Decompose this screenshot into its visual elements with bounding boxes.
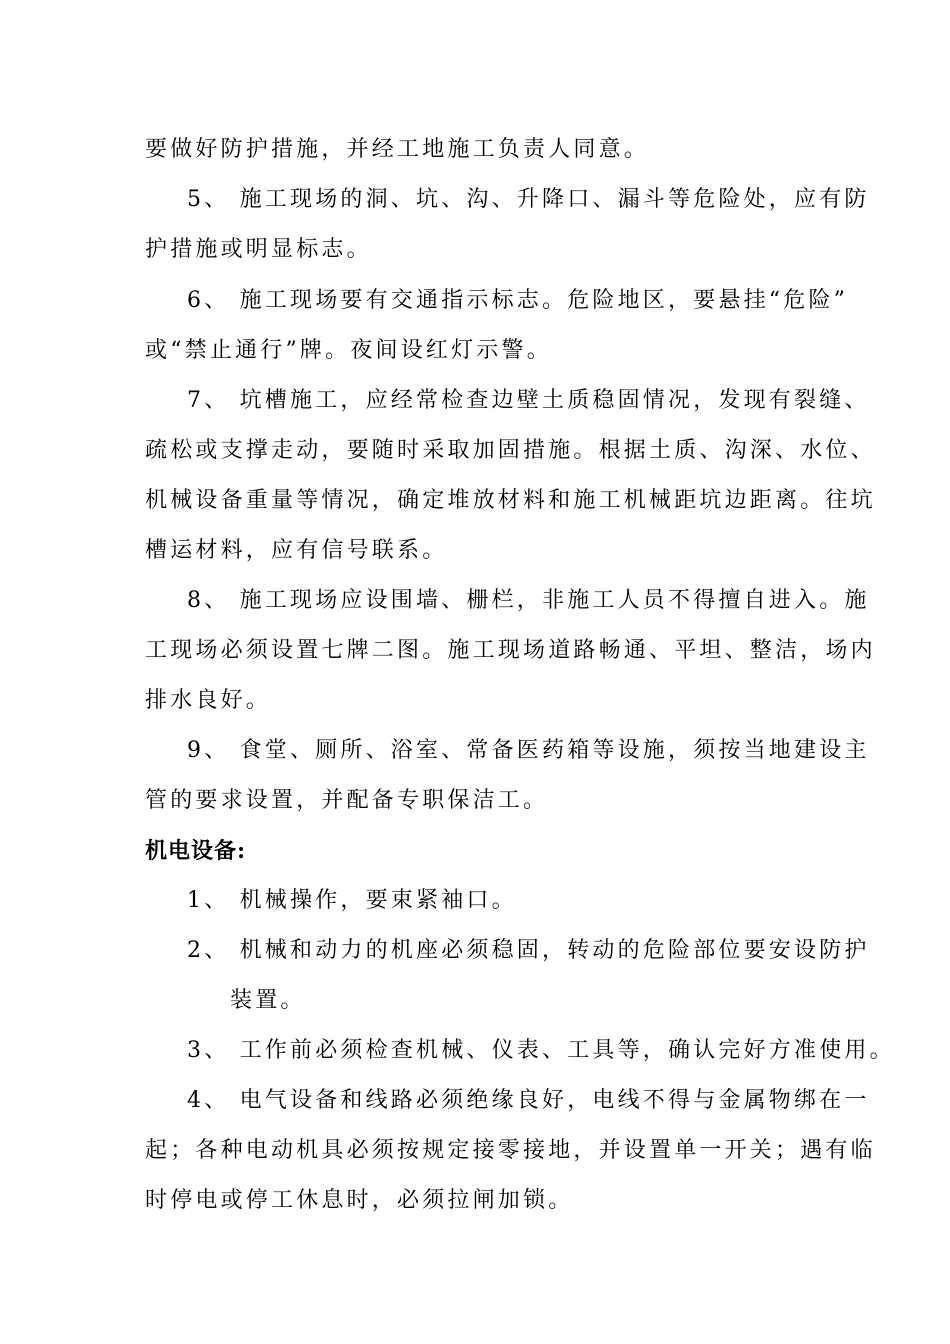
text-line: 起；各种电动机具必须按规定接零接地，并设置单一开关；遇有临 <box>145 1138 876 1163</box>
text-line: 6、 施工现场要有交通指示标志。危险地区，要悬挂“危险” <box>187 288 849 313</box>
text-line: 5、 施工现场的洞、坑、沟、升降口、漏斗等危险处，应有防 <box>187 187 870 212</box>
text-line: 要做好防护措施，并经工地施工负责人同意。 <box>145 137 650 162</box>
text-line: 机械设备重量等情况，确定堆放材料和施工机械距坑边距离。往坑 <box>145 488 876 513</box>
text-line: 3、 工作前必须检查机械、仪表、工具等，确认完好方准使用。 <box>187 1038 895 1063</box>
text-line: 疏松或支撑走动，要随时采取加固措施。根据土质、沟深、水位、 <box>145 438 876 463</box>
text-line: 1、 机械操作，要束紧袖口。 <box>187 888 517 913</box>
text-line: 9、 食堂、厕所、浴室、常备医药箱等设施，须按当地建设主 <box>187 738 870 763</box>
text-line: 槽运材料，应有信号联系。 <box>145 538 448 563</box>
text-line: 护措施或明显标志。 <box>145 237 372 262</box>
text-line: 2、 机械和动力的机座必须稳固，转动的危险部位要安设防护 <box>187 938 870 963</box>
section-heading: 机电设备: <box>145 838 247 864</box>
text-line: 时停电或停工休息时，必须拉闸加锁。 <box>145 1188 574 1213</box>
text-line: 4、 电气设备和线路必须绝缘良好，电线不得与金属物绑在一 <box>187 1088 870 1113</box>
text-line: 管的要求设置，并配备专职保洁工。 <box>145 788 549 813</box>
text-line: 7、 坑槽施工，应经常检查边壁土质稳固情况，发现有裂缝、 <box>187 388 870 413</box>
text-line: 或“禁止通行”牌。夜间设红灯示警。 <box>145 338 552 363</box>
text-line: 工现场必须设置七牌二图。施工现场道路畅通、平坦、整洁，场内 <box>145 638 876 663</box>
text-line: 装置。 <box>230 988 306 1013</box>
text-line: 排水良好。 <box>145 688 272 713</box>
text-line: 8、 施工现场应设围墙、栅栏，非施工人员不得擅自进入。施 <box>187 588 870 613</box>
